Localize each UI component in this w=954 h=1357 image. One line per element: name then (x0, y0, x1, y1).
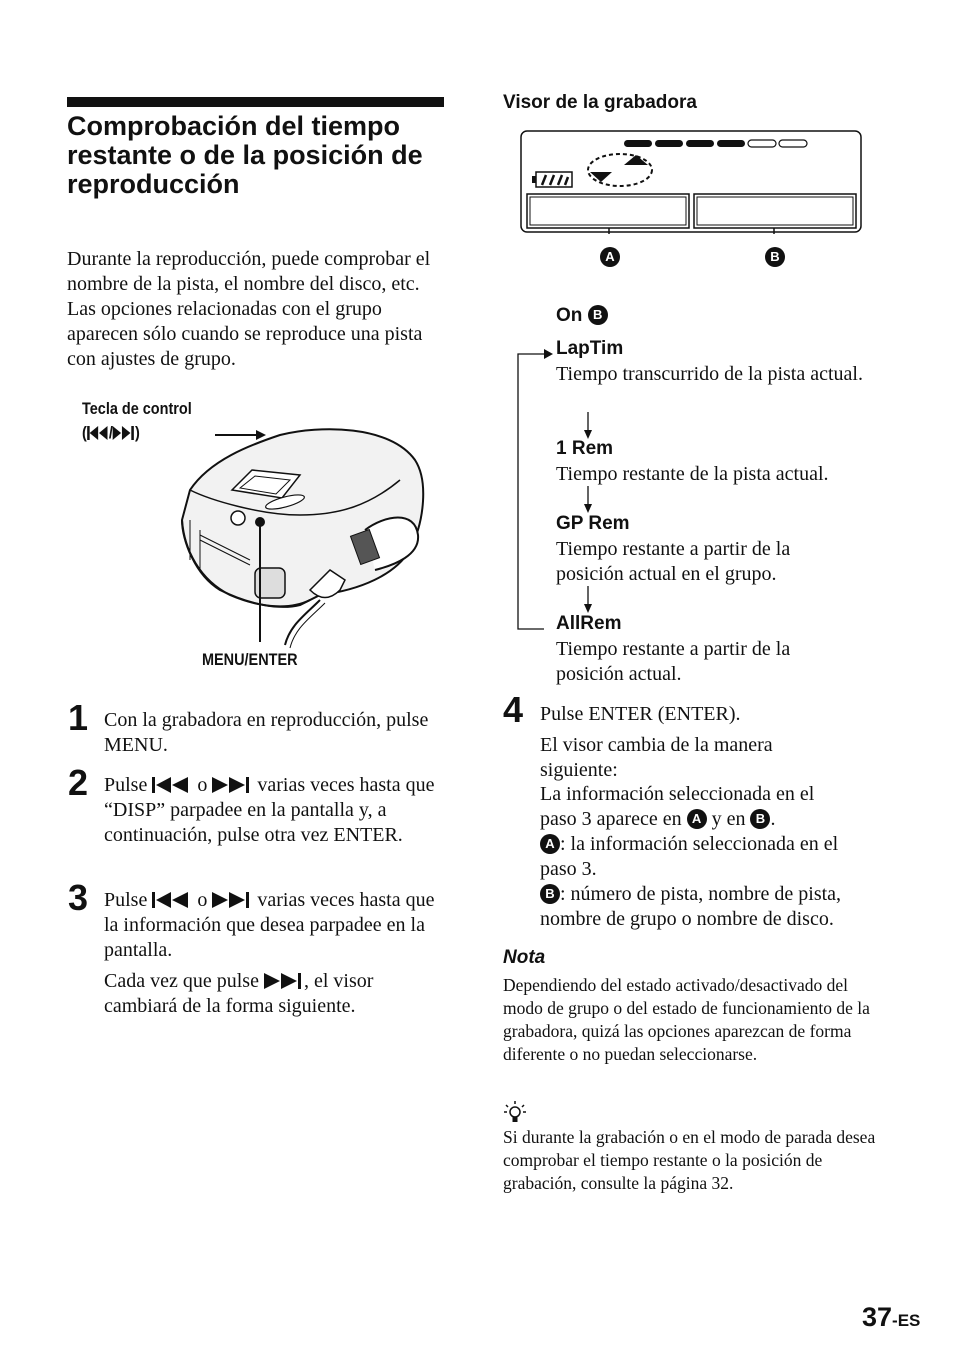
control-key-keys: ( / ) (82, 423, 140, 442)
laptim-desc: Tiempo transcurrido de la pista actual. (556, 363, 863, 385)
allrem-desc: Tiempo restante a partir de la posición actual. (556, 638, 791, 685)
previous-icon (152, 777, 192, 793)
note-heading: Nota (503, 947, 546, 968)
gprem-label: GP Rem (556, 513, 630, 534)
page-number: 37-ES (862, 1302, 921, 1332)
previous-icon (152, 892, 192, 908)
step-4-p2: La información seleccionada en el paso 3 aparece en A y en B . (540, 783, 815, 830)
1rem-label: 1 Rem (556, 438, 614, 459)
previous-icon (87, 426, 109, 440)
step-4-number: 4 (503, 689, 524, 730)
step-3-extra: Cada vez que pulse , el visor cambiará de la forma siguiente. (104, 970, 374, 1017)
marker-a: A (540, 834, 560, 854)
title-rule (67, 97, 444, 107)
next-icon (212, 892, 252, 908)
step-4-p3: A : la información seleccionada en el paso 3. (540, 833, 839, 880)
note-text: Dependiendo del estado activado/desactivado del modo de grupo o del estado de funcionamiento de la grabadora, quizá las opciones aparezcan de forma diferente o no puedan seleccionarse. (503, 975, 870, 1064)
step-1-text: Con la grabadora en reproducción, pulse MENU. (104, 709, 429, 756)
control-key-label: Tecla de control (82, 399, 192, 418)
page-title: Comprobación del tiempo restante o de la posición de reproducción (67, 111, 423, 199)
lightbulb-icon (503, 1100, 527, 1126)
intro-paragraph: Durante la reproducción, puede comprobar el nombre de la pista, el nombre del disco, etc. Las opciones relacionadas con el grupo aparecen sólo cuando se reproduce una pista con ajustes de grupo. (67, 248, 431, 370)
on-label: On B (556, 304, 608, 328)
step-4-p1: El visor cambia de la manera siguiente: (540, 734, 773, 781)
step-2-number: 2 (68, 762, 89, 803)
next-icon (264, 973, 304, 989)
step-4-p4: B : número de pista, nombre de pista, nombre de grupo o nombre de disco. (540, 883, 842, 930)
gprem-desc: Tiempo restante a partir de la posición actual en el grupo. (556, 538, 791, 585)
marker-b: B (765, 247, 785, 267)
laptim-label: LapTim (556, 338, 624, 359)
recorder-display-diagram (520, 130, 862, 234)
marker-a: A (687, 809, 707, 829)
marker-b: B (540, 884, 560, 904)
marker-b: B (750, 809, 770, 829)
marker-a: A (600, 247, 620, 267)
1rem-desc: Tiempo restante de la pista actual. (556, 463, 829, 485)
step-2-text: Pulse o varias veces hasta que “DISP” parpadee en la pantalla y, a continuación, pulse otra vez ENTER. (104, 774, 435, 846)
next-icon (212, 777, 252, 793)
marker-b: B (588, 305, 608, 325)
recorder-illustration (170, 420, 430, 650)
allrem-label: AllRem (556, 613, 622, 634)
next-icon (113, 426, 135, 440)
menu-enter-label: MENU/ENTER (202, 650, 298, 669)
step-4-text: Pulse ENTER (ENTER). (540, 703, 741, 725)
step-1-number: 1 (68, 697, 89, 738)
step-3-text: Pulse o varias veces hasta que la información que desea parpadee en la pantalla. (104, 889, 435, 961)
display-heading: Visor de la grabadora (503, 92, 697, 113)
tip-text: Si durante la grabación o en el modo de parada desea comprobar el tiempo restante o la posición de grabación, consulte la página 32. (503, 1127, 876, 1193)
step-3-number: 3 (68, 877, 89, 918)
